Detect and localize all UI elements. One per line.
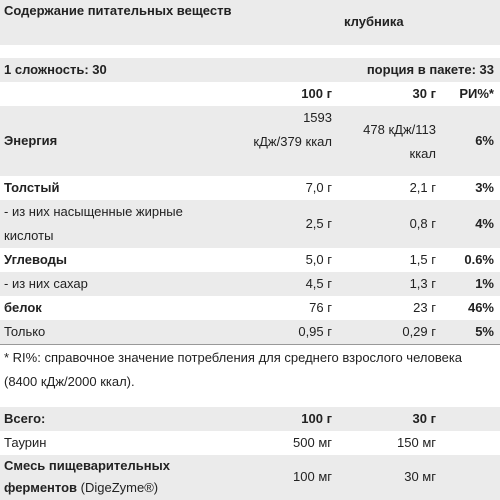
value-ri: 3%: [475, 180, 494, 195]
table-row: [0, 248, 500, 272]
value-ri: 6%: [475, 133, 494, 148]
nutrient-name: Энергия: [4, 133, 58, 148]
nutrient-name: белок: [4, 300, 42, 315]
value-100g: 0,95 г: [298, 324, 332, 339]
table-header: [0, 0, 500, 45]
nutrient-name: Углеводы: [4, 252, 67, 267]
col-ri: РИ%*: [459, 86, 494, 101]
value-30g: 1,3 г: [409, 276, 436, 291]
serving-row: [0, 58, 500, 82]
value-100g: 2,5 г: [305, 216, 332, 231]
value-ri: 5%: [475, 324, 494, 339]
table-row: [0, 455, 500, 500]
value-100g: 1593 кДж/379 ккал: [253, 110, 332, 149]
value-30g: 0,29 г: [402, 324, 436, 339]
nutrient-name: - из них сахар: [4, 276, 88, 291]
flavor-label: клубника: [344, 14, 404, 29]
value-100g: 500 мг: [293, 435, 332, 450]
ingredient-name-wrap: [4, 455, 224, 499]
value-30g: 2,1 г: [409, 180, 436, 195]
ingredient-suffix: (DigeZyme®): [80, 480, 159, 495]
extra-col-30g: 30 г: [412, 411, 436, 426]
value-30g: 150 мг: [397, 435, 436, 450]
table-title: Содержание питательных веществ: [4, 3, 232, 18]
value-ri: 1%: [475, 276, 494, 291]
value-ri: 4%: [475, 216, 494, 231]
table-row: [0, 106, 500, 176]
servings-per-pack: порция в пакете: 33: [366, 62, 494, 77]
footnote: * RI%: справочное значение потребления для среднего взрослого человека (8400 кДж/2000 ккал).: [4, 350, 463, 389]
divider: [0, 344, 500, 345]
value-100g: 76 г: [309, 300, 332, 315]
value-30g: 1,5 г: [409, 252, 436, 267]
col-30g: 30 г: [412, 86, 436, 101]
table-row: [0, 272, 500, 296]
complexity-label: 1 сложность: 30: [4, 62, 107, 77]
value-30g: 23 г: [413, 300, 436, 315]
ingredient-name: Смесь пищеварительных ферментов: [4, 458, 170, 495]
column-header-row: [0, 82, 500, 106]
col-100g: 100 г: [301, 86, 332, 101]
nutrient-name: - из них насыщенные жирные кислоты: [4, 204, 183, 243]
extra-header-label: Всего:: [4, 411, 46, 426]
value-ri: 46%: [467, 300, 494, 315]
ingredient-name: Таурин: [4, 435, 47, 450]
table-row: [0, 431, 500, 455]
extra-col-100g: 100 г: [301, 411, 332, 426]
table-row: [0, 320, 500, 344]
nutrient-name: Только: [4, 324, 46, 339]
value-30g: 478 кДж/113 ккал: [363, 122, 436, 161]
table-row: [0, 176, 500, 200]
value-100g: 4,5 г: [305, 276, 332, 291]
extra-header-row: [0, 407, 500, 431]
value-100g: 7,0 г: [305, 180, 332, 195]
value-30g: 30 мг: [404, 469, 436, 484]
table-row: [0, 200, 500, 248]
value-100g: 5,0 г: [305, 252, 332, 267]
value-30g: 0,8 г: [409, 216, 436, 231]
nutrient-name: Толстый: [4, 180, 60, 195]
value-ri: 0.6%: [464, 252, 494, 267]
table-row: [0, 296, 500, 320]
value-100g: 100 мг: [293, 469, 332, 484]
